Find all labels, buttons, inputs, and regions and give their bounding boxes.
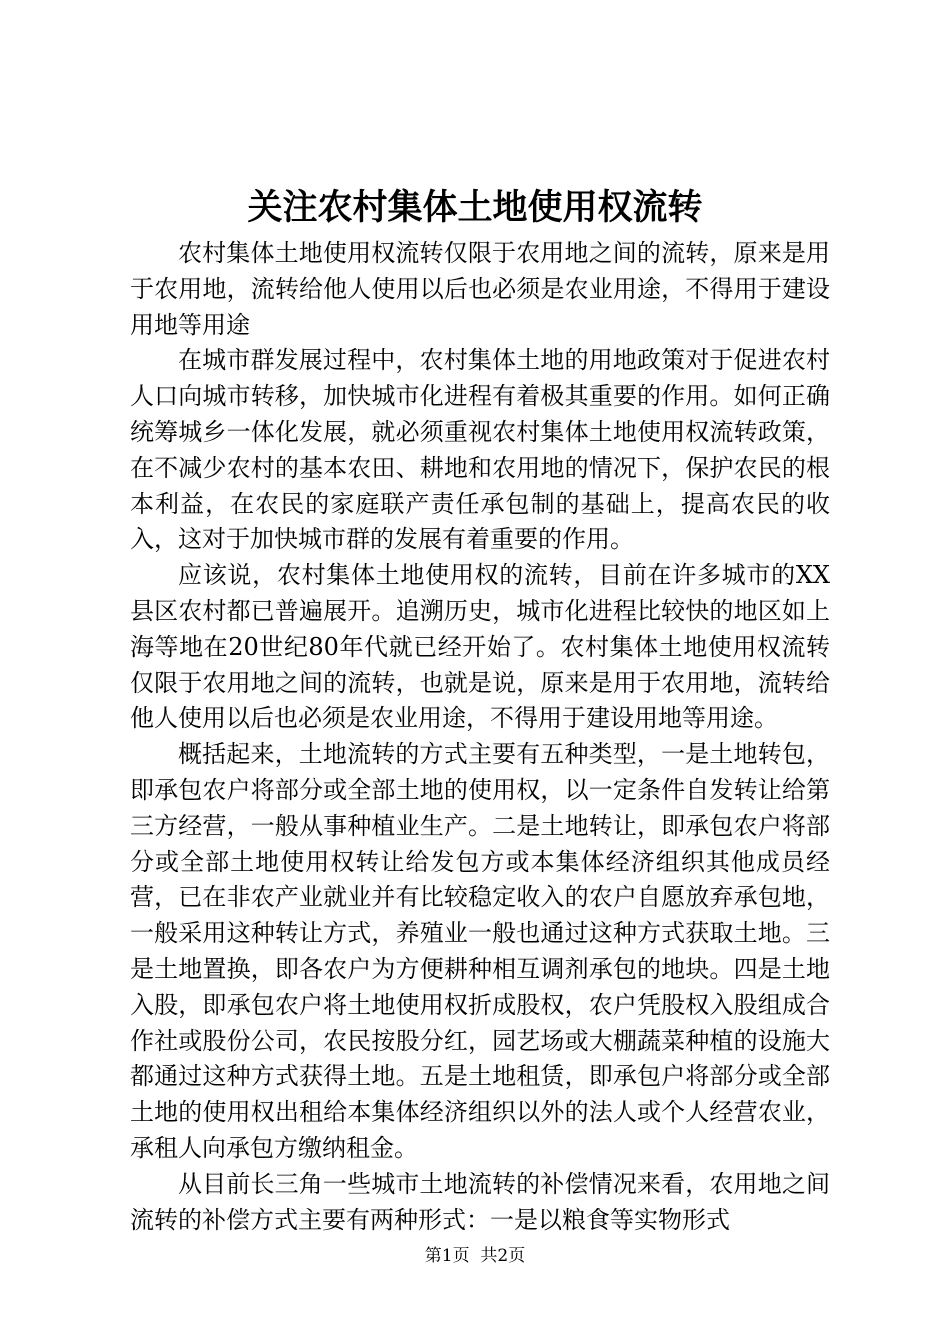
page-footer: [0, 1245, 950, 1267]
document-body: [130, 236, 830, 1238]
paragraph-2: 在城市群发展过程中，农村集体土地的用地政策对于促进农村人口向城市转移，加快城市化进程有着极其重要的作用。如何正确统筹城乡一体化发展，就必须重视农村集体土地使用权流转政策，在不减少农村的基本农田、耕地和农用地的情况下，保护农民的根本利益，在农民的家庭联产责任承包制的基础上，提高农民的收入，这对于加快城市群的发展有着重要的作用。: [130, 346, 830, 554]
paragraph-5: 从目前长三角一些城市土地流转的补偿情况来看，农用地之间流转的补偿方式主要有两种形式：一是以粮食等实物形式: [130, 1169, 830, 1234]
paragraph-4: 概括起来，土地流转的方式主要有五种类型，一是土地转包，即承包农户将部分或全部土地的使用权，以一定条件自发转让给第三方经营，一般从事种植业生产。二是土地转让，即承包农户将部分或全部土地使用权转让给发包方或本集体经济组织其他成员经营，已在非农产业就业并有比较稳定收入的农户自愿放弃承包地，一般采用这种转让方式，养殖业一般也通过这种方式获取土地。三是土地置换，即各农户为方便耕种相互调剂承包的地块。四是土地入股，即承包农户将土地使用权折成股权，农户凭股权入股组成合作社或股份公司，农民按股分红，园艺场或大棚蔬菜种植的设施大都通过这种方式获得土地。五是土地租赁，即承包户将部分或全部土地的使用权出租给本集体经济组织以外的法人或个人经营农业，承租人向承包方缴纳租金。: [130, 740, 830, 1162]
paragraph-3: 应该说，农村集体土地使用权的流转，目前在许多城市的XX县区农村都已普遍展开。追溯历史，城市化进程比较快的地区如上海等地在20世纪80年代就已经开始了。农村集体土地使用权流转仅限于农用地之间的流转，也就是说，原来是用于农用地，流转给他人使用以后也必须是农业用途，不得用于建设用地等用途。: [130, 561, 830, 733]
page-number: 第1页 共2页: [424, 1246, 526, 1266]
paragraph-1: 农村集体土地使用权流转仅限于农用地之间的流转，原来是用于农用地，流转给他人使用以后也必须是农业用途，不得用于建设用地等用途: [130, 239, 830, 339]
document-title: 关注农村集体土地使用权流转: [247, 187, 703, 228]
